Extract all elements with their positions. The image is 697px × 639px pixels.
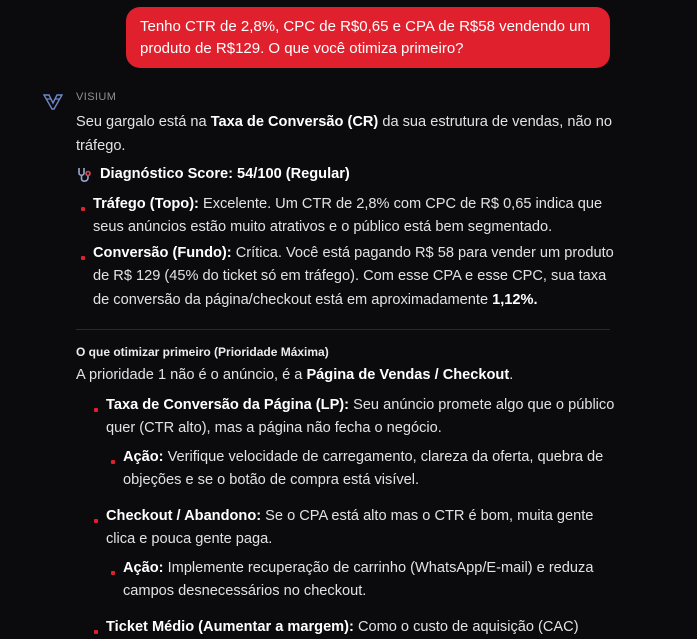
- item-label: Conversão (Fundo):: [93, 245, 232, 261]
- list-item: [76, 193, 616, 240]
- list-item: [76, 505, 616, 604]
- intro-bold: Taxa de Conversão (CR): [211, 114, 379, 130]
- list-item: [76, 394, 616, 493]
- assistant-message: [76, 111, 616, 639]
- user-message-text: Tenho CTR de 2,8%, CPC de R$0,65 e CPA de R$58 vendendo um produto de R$129. O que você otimiza primeiro?: [140, 18, 590, 57]
- diagnostic-list: [76, 193, 616, 313]
- divider: [76, 329, 610, 330]
- item-label: Taxa de Conversão da Página (LP):: [106, 397, 349, 413]
- priority-bold: Página de Vendas / Checkout: [306, 367, 509, 383]
- item-text: Se o CPA está alto mas o CTR é bom, muita gente clica e pouca gente paga.: [106, 508, 593, 548]
- visium-logo-icon: [43, 93, 63, 111]
- stethoscope-icon: [76, 166, 94, 184]
- sub-list-item: [106, 446, 616, 493]
- item-bold-end: 1,12%.: [492, 292, 537, 308]
- intro-paragraph: [76, 111, 616, 158]
- user-message-bubble: [126, 7, 610, 68]
- action-label: Ação:: [123, 449, 164, 465]
- sub-list-item: [106, 557, 616, 604]
- list-item: [76, 616, 616, 639]
- intro-text: Seu gargalo está na: [76, 114, 211, 130]
- assistant-name: VISIUM: [76, 91, 116, 103]
- diagnostic-heading: [76, 163, 616, 187]
- priority-paragraph: [76, 364, 616, 388]
- list-item: [76, 242, 616, 313]
- action-label: Ação:: [123, 560, 164, 576]
- item-label: Checkout / Abandono:: [106, 508, 261, 524]
- priority-suffix: .: [509, 367, 513, 383]
- priority-list: [76, 394, 616, 639]
- diagnostic-score: Diagnóstico Score: 54/100 (Regular): [100, 163, 350, 187]
- action-text: Verifique velocidade de carregamento, clareza da oferta, quebra de objeções e se o botão de compra está visível.: [123, 449, 603, 489]
- action-text: Implemente recuperação de carrinho (WhatsApp/E-mail) e reduza campos desnecessários no checkout.: [123, 560, 593, 600]
- item-label: Tráfego (Topo):: [93, 196, 199, 212]
- priority-text: A prioridade 1 não é o anúncio, é a: [76, 367, 306, 383]
- section-title: O que otimizar primeiro (Prioridade Máxima): [76, 344, 616, 360]
- sub-list: [106, 557, 616, 604]
- item-text: Como o custo de aquisição (CAC): [354, 619, 579, 635]
- item-text: Seu anúncio promete algo que o público quer (CTR alto), mas a página não fecha o negócio.: [106, 397, 614, 437]
- item-label: Ticket Médio (Aumentar a margem):: [106, 619, 354, 635]
- intro-suffix: da sua estrutura de vendas, não no tráfego.: [76, 114, 612, 154]
- item-text: Excelente. Um CTR de 2,8% com CPC de R$ 0,65 indica que seus anúncios estão muito atrativos e o público está bem segmentado.: [93, 196, 602, 236]
- sub-list: [106, 446, 616, 493]
- item-text: Crítica. Você está pagando R$ 58 para vender um produto de R$ 129 (45% do ticket só em tráfego). Com esse CPA e esse CPC, sua taxa de conversão da página/checkout está em aproximadamente: [93, 245, 614, 308]
